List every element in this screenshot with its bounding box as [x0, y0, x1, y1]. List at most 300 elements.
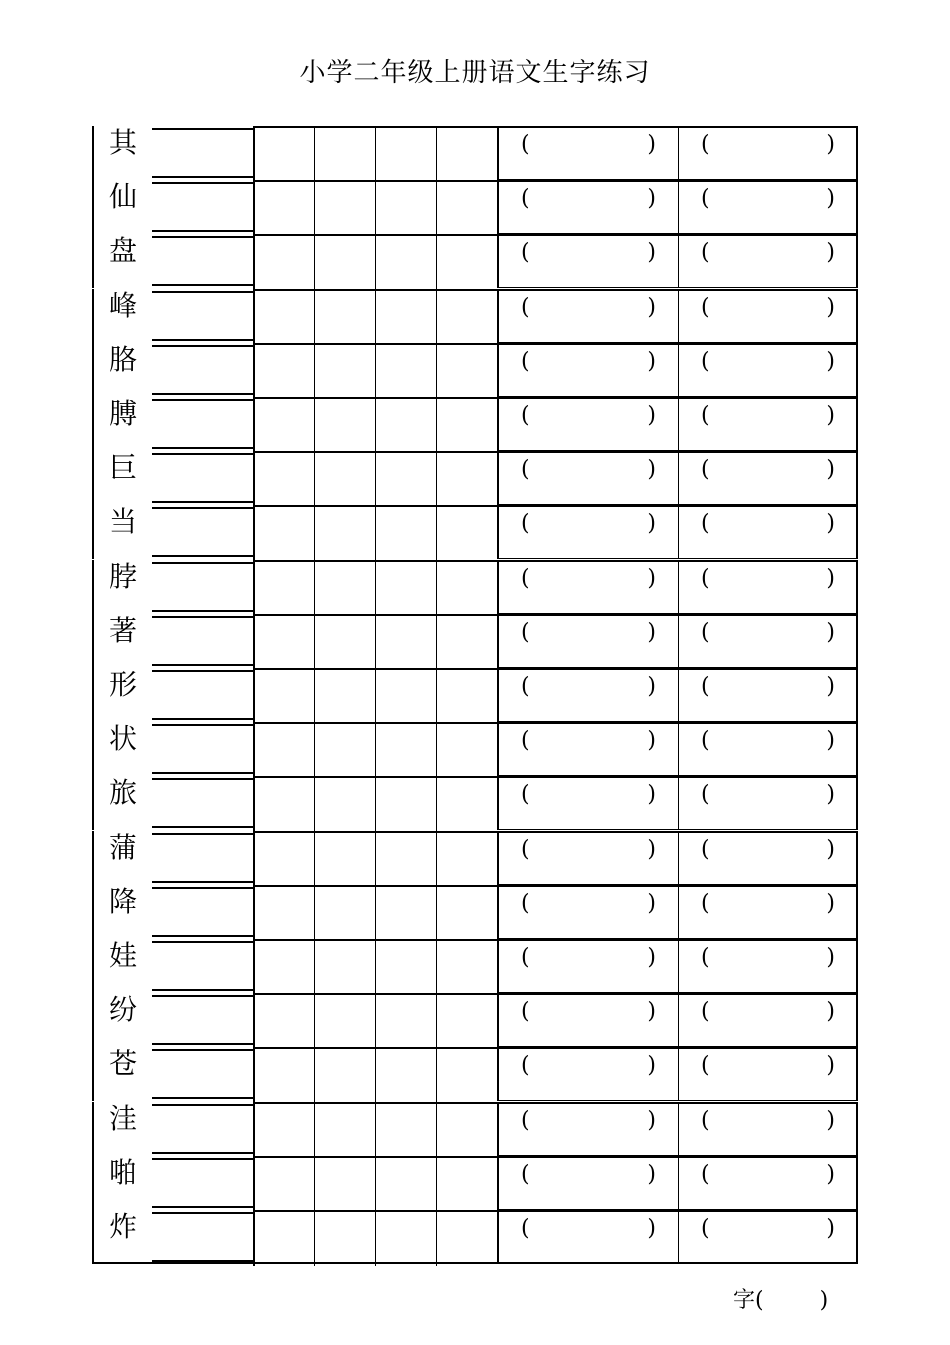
table-row	[92, 614, 858, 668]
writing-grid-cell[interactable]	[314, 399, 375, 453]
writing-grid-cell[interactable]	[314, 128, 375, 182]
word-blank[interactable]	[678, 128, 857, 180]
writing-grid-cell[interactable]	[375, 236, 436, 290]
writing-grid-cell[interactable]	[314, 345, 375, 399]
word-blank[interactable]	[499, 236, 678, 288]
left-paren: (	[701, 294, 710, 320]
writing-grid-cell[interactable]	[253, 1049, 314, 1103]
left-paren: (	[521, 1053, 530, 1079]
word-area	[497, 289, 858, 343]
pinyin-writing-box[interactable]	[152, 507, 253, 557]
writing-grid-cell[interactable]	[436, 1158, 497, 1212]
left-paren: (	[521, 457, 530, 483]
word-blank[interactable]	[499, 453, 678, 505]
character-cell: 旅	[92, 776, 152, 830]
right-paren: )	[826, 999, 835, 1025]
word-area	[497, 1047, 858, 1101]
left-paren: (	[521, 186, 530, 212]
writing-grid	[253, 668, 497, 722]
pinyin-writing-box[interactable]	[152, 995, 253, 1045]
writing-grid	[253, 722, 497, 776]
writing-grid	[253, 614, 497, 668]
pinyin-writing-box[interactable]	[152, 291, 253, 341]
word-area	[497, 1210, 858, 1264]
writing-grid-cell[interactable]	[253, 128, 314, 182]
left-paren: (	[521, 836, 530, 862]
word-blank[interactable]	[499, 941, 678, 993]
left-paren: (	[521, 1107, 530, 1133]
table-row	[92, 126, 858, 180]
left-paren: (	[701, 565, 710, 591]
table-row	[92, 722, 858, 776]
left-paren: (	[521, 294, 530, 320]
table-row	[92, 1156, 858, 1210]
pinyin-writing-box[interactable]	[152, 453, 253, 503]
writing-grid-cell[interactable]	[253, 1158, 314, 1212]
pinyin-writing-box[interactable]	[152, 399, 253, 449]
writing-grid-cell[interactable]	[314, 236, 375, 290]
word-blank[interactable]	[499, 507, 678, 559]
writing-grid-cell[interactable]	[253, 941, 314, 995]
character-cell: 苍	[92, 1047, 152, 1101]
table-row	[92, 831, 858, 885]
footer-label: 字	[733, 1288, 756, 1313]
character-cell: 降	[92, 885, 152, 939]
writing-grid-cell[interactable]	[436, 562, 497, 616]
writing-grid-cell[interactable]	[436, 182, 497, 236]
pinyin-writing-box[interactable]	[152, 236, 253, 286]
word-blank[interactable]	[678, 1049, 857, 1101]
character-cell: 娃	[92, 939, 152, 993]
left-paren: (	[701, 890, 710, 916]
character-cell: 炸	[92, 1210, 152, 1264]
writing-grid-cell[interactable]	[436, 887, 497, 941]
character-cell: 仙	[92, 180, 152, 234]
writing-grid-cell[interactable]	[314, 507, 375, 561]
writing-grid-cell[interactable]	[375, 1158, 436, 1212]
word-blank[interactable]	[678, 562, 857, 614]
writing-grid-cell[interactable]	[314, 941, 375, 995]
writing-grid-cell[interactable]	[314, 1049, 375, 1103]
writing-grid	[253, 1156, 497, 1210]
word-area	[497, 776, 858, 830]
writing-grid-cell[interactable]	[375, 724, 436, 778]
pinyin-writing-box[interactable]	[152, 833, 253, 883]
right-paren: )	[826, 1161, 835, 1187]
left-paren: (	[701, 403, 710, 428]
word-area	[497, 668, 858, 722]
writing-grid-cell[interactable]	[375, 345, 436, 399]
writing-grid	[253, 397, 497, 451]
right-paren: )	[647, 565, 656, 591]
word-blank[interactable]	[678, 182, 857, 234]
pinyin-writing-box[interactable]	[152, 616, 253, 666]
writing-grid-cell[interactable]	[314, 833, 375, 887]
writing-grid-cell[interactable]	[375, 1104, 436, 1158]
word-blank[interactable]	[678, 507, 857, 559]
word-area	[497, 993, 858, 1047]
writing-grid-cell[interactable]	[253, 399, 314, 453]
word-blank[interactable]	[678, 941, 857, 993]
left-paren: (	[701, 1107, 710, 1133]
writing-grid-cell[interactable]	[253, 887, 314, 941]
right-paren: )	[826, 836, 835, 862]
character-cell: 膊	[92, 397, 152, 451]
word-blank[interactable]	[499, 1158, 678, 1210]
right-paren: )	[826, 348, 835, 374]
writing-grid-cell[interactable]	[253, 670, 314, 724]
right-paren: )	[826, 728, 835, 754]
right-paren: )	[647, 782, 656, 808]
word-blank[interactable]	[499, 833, 678, 885]
footer-right-paren: )	[819, 1288, 829, 1313]
table-row	[92, 668, 858, 722]
word-blank[interactable]	[678, 291, 857, 343]
left-paren: (	[521, 132, 530, 157]
writing-grid-cell[interactable]	[375, 778, 436, 832]
character-cell: 洼	[92, 1102, 152, 1156]
word-blank[interactable]	[499, 724, 678, 776]
right-paren: )	[647, 619, 656, 645]
word-blank[interactable]	[499, 1104, 678, 1156]
writing-grid	[253, 776, 497, 830]
word-area	[497, 343, 858, 397]
writing-grid-cell[interactable]	[253, 291, 314, 345]
right-paren: )	[826, 782, 835, 808]
character-cell: 当	[92, 505, 152, 559]
table-row	[92, 343, 858, 397]
writing-grid-cell[interactable]	[314, 724, 375, 778]
right-paren: )	[647, 511, 656, 537]
left-paren: (	[701, 836, 710, 862]
writing-grid	[253, 126, 497, 180]
word-blank[interactable]	[678, 1212, 857, 1264]
right-paren: )	[826, 186, 835, 212]
left-paren: (	[521, 240, 530, 266]
word-blank[interactable]	[499, 291, 678, 343]
word-blank[interactable]	[499, 562, 678, 614]
word-blank[interactable]	[678, 236, 857, 288]
right-paren: )	[647, 1107, 656, 1133]
word-blank[interactable]	[499, 995, 678, 1047]
right-paren: )	[826, 294, 835, 320]
word-blank[interactable]	[499, 778, 678, 830]
right-paren: )	[826, 240, 835, 266]
writing-grid-cell[interactable]	[375, 399, 436, 453]
right-paren: )	[647, 186, 656, 212]
right-paren: )	[826, 1107, 835, 1133]
writing-grid-cell[interactable]	[436, 995, 497, 1049]
right-paren: )	[826, 403, 835, 428]
left-paren: (	[701, 132, 710, 157]
right-paren: )	[647, 457, 656, 483]
writing-grid-cell[interactable]	[314, 670, 375, 724]
writing-grid-cell[interactable]	[253, 345, 314, 399]
writing-grid	[253, 451, 497, 505]
writing-grid-cell[interactable]	[253, 182, 314, 236]
writing-grid-cell[interactable]	[436, 291, 497, 345]
character-cell: 脖	[92, 560, 152, 614]
word-blank[interactable]	[678, 616, 857, 668]
writing-grid-cell[interactable]	[253, 724, 314, 778]
table-row	[92, 1210, 858, 1264]
writing-grid-cell[interactable]	[436, 453, 497, 507]
right-paren: )	[826, 1053, 835, 1079]
right-paren: )	[647, 945, 656, 970]
writing-grid-cell[interactable]	[375, 453, 436, 507]
left-paren: (	[701, 728, 710, 754]
writing-grid-cell[interactable]	[375, 291, 436, 345]
writing-grid-cell[interactable]	[436, 1212, 497, 1266]
pinyin-writing-box[interactable]	[152, 941, 253, 991]
word-blank[interactable]	[678, 345, 857, 397]
right-paren: )	[647, 294, 656, 320]
left-paren: (	[521, 782, 530, 808]
left-paren: (	[521, 565, 530, 591]
character-cell: 状	[92, 722, 152, 776]
table-row	[92, 451, 858, 505]
writing-grid-cell[interactable]	[314, 1104, 375, 1158]
writing-grid-cell[interactable]	[314, 1158, 375, 1212]
left-paren: (	[521, 674, 530, 699]
writing-grid-cell[interactable]	[375, 1212, 436, 1266]
writing-grid-cell[interactable]	[375, 941, 436, 995]
word-blank[interactable]	[678, 1158, 857, 1210]
character-cell: 峰	[92, 289, 152, 343]
table-row	[92, 234, 858, 288]
writing-grid-cell[interactable]	[253, 562, 314, 616]
writing-grid-cell[interactable]	[436, 1049, 497, 1103]
table-row	[92, 776, 858, 830]
left-paren: (	[701, 1216, 710, 1241]
pinyin-writing-box[interactable]	[152, 724, 253, 774]
pinyin-writing-box[interactable]	[152, 1212, 253, 1262]
left-paren: (	[701, 348, 710, 374]
writing-grid-cell[interactable]	[375, 507, 436, 561]
right-paren: )	[647, 728, 656, 754]
pinyin-writing-box[interactable]	[152, 778, 253, 828]
right-paren: )	[647, 836, 656, 862]
writing-grid-cell[interactable]	[375, 616, 436, 670]
writing-grid-cell[interactable]	[436, 778, 497, 832]
table-row	[92, 993, 858, 1047]
left-paren: (	[521, 999, 530, 1025]
left-paren: (	[701, 1053, 710, 1079]
left-paren: (	[521, 403, 530, 428]
pinyin-writing-box[interactable]	[152, 887, 253, 937]
word-blank[interactable]	[678, 453, 857, 505]
left-paren: (	[521, 348, 530, 374]
writing-grid-cell[interactable]	[253, 833, 314, 887]
footer-left-paren: (	[755, 1288, 764, 1313]
left-paren: (	[701, 782, 710, 808]
right-paren: )	[647, 132, 656, 157]
page-title: 小学二年级上册语文生字练习	[299, 58, 651, 88]
left-paren: (	[521, 728, 530, 754]
left-paren: (	[701, 457, 710, 483]
right-paren: )	[826, 1216, 835, 1241]
word-blank[interactable]	[678, 724, 857, 776]
left-paren: (	[701, 674, 710, 699]
writing-grid	[253, 560, 497, 614]
writing-grid-cell[interactable]	[314, 1212, 375, 1266]
table-row	[92, 1047, 858, 1101]
writing-grid	[253, 885, 497, 939]
pinyin-writing-box[interactable]	[152, 345, 253, 395]
writing-grid-cell[interactable]	[436, 724, 497, 778]
word-blank[interactable]	[678, 995, 857, 1047]
pinyin-writing-box[interactable]	[152, 1158, 253, 1208]
writing-grid	[253, 505, 497, 559]
pinyin-writing-box[interactable]	[152, 182, 253, 232]
writing-grid-cell[interactable]	[253, 1104, 314, 1158]
word-area	[497, 560, 858, 614]
writing-grid-cell[interactable]	[436, 399, 497, 453]
right-paren: )	[826, 674, 835, 699]
right-paren: )	[647, 674, 656, 699]
right-paren: )	[826, 945, 835, 970]
word-blank[interactable]	[678, 670, 857, 722]
writing-grid-cell[interactable]	[375, 887, 436, 941]
writing-grid	[253, 343, 497, 397]
writing-grid-cell[interactable]	[436, 670, 497, 724]
word-blank[interactable]	[499, 1212, 678, 1264]
table-row	[92, 397, 858, 451]
writing-grid-cell[interactable]	[314, 887, 375, 941]
left-paren: (	[521, 1161, 530, 1187]
character-cell: 著	[92, 614, 152, 668]
writing-grid-cell[interactable]	[375, 128, 436, 182]
word-blank[interactable]	[499, 1049, 678, 1101]
writing-grid-cell[interactable]	[314, 616, 375, 670]
pinyin-writing-box[interactable]	[152, 670, 253, 720]
word-blank[interactable]	[678, 887, 857, 939]
writing-grid	[253, 993, 497, 1047]
writing-grid-cell[interactable]	[436, 507, 497, 561]
right-paren: )	[647, 999, 656, 1025]
right-paren: )	[826, 565, 835, 591]
word-area	[497, 397, 858, 451]
word-blank[interactable]	[499, 887, 678, 939]
writing-grid-cell[interactable]	[253, 236, 314, 290]
left-paren: (	[701, 1161, 710, 1187]
practice-table	[92, 126, 858, 1264]
left-paren: (	[521, 511, 530, 537]
pinyin-writing-box[interactable]	[152, 562, 253, 612]
character-cell: 其	[92, 126, 152, 180]
character-cell: 巨	[92, 451, 152, 505]
writing-grid-cell[interactable]	[253, 453, 314, 507]
writing-grid-cell[interactable]	[253, 778, 314, 832]
writing-grid-cell[interactable]	[314, 995, 375, 1049]
writing-grid-cell[interactable]	[436, 128, 497, 182]
writing-grid-cell[interactable]	[314, 778, 375, 832]
right-paren: )	[647, 1053, 656, 1079]
word-blank[interactable]	[678, 1104, 857, 1156]
writing-grid-cell[interactable]	[436, 345, 497, 399]
writing-grid-cell[interactable]	[375, 1049, 436, 1103]
writing-grid-cell[interactable]	[375, 182, 436, 236]
word-blank[interactable]	[499, 616, 678, 668]
writing-grid-cell[interactable]	[436, 833, 497, 887]
character-cell: 纷	[92, 993, 152, 1047]
writing-grid-cell[interactable]	[436, 941, 497, 995]
writing-grid-cell[interactable]	[253, 616, 314, 670]
writing-grid-cell[interactable]	[253, 1212, 314, 1266]
writing-grid	[253, 180, 497, 234]
word-blank[interactable]	[678, 833, 857, 885]
word-blank[interactable]	[499, 182, 678, 234]
right-paren: )	[647, 1216, 656, 1241]
word-blank[interactable]	[499, 399, 678, 451]
word-blank[interactable]	[499, 128, 678, 180]
pinyin-writing-box[interactable]	[152, 1049, 253, 1099]
writing-grid-cell[interactable]	[314, 453, 375, 507]
word-blank[interactable]	[678, 399, 857, 451]
table-row	[92, 505, 858, 559]
word-area	[497, 1102, 858, 1156]
right-paren: )	[826, 511, 835, 537]
left-paren: (	[521, 890, 530, 916]
word-area	[497, 451, 858, 505]
writing-grid-cell[interactable]	[253, 995, 314, 1049]
writing-grid-cell[interactable]	[253, 507, 314, 561]
writing-grid-cell[interactable]	[375, 670, 436, 724]
writing-grid	[253, 831, 497, 885]
right-paren: )	[647, 890, 656, 916]
pinyin-writing-box[interactable]	[152, 1104, 253, 1154]
right-paren: )	[647, 1161, 656, 1187]
writing-grid-cell[interactable]	[314, 562, 375, 616]
pinyin-writing-box[interactable]	[152, 128, 253, 178]
word-blank[interactable]	[499, 670, 678, 722]
writing-grid-cell[interactable]	[375, 995, 436, 1049]
writing-grid	[253, 1102, 497, 1156]
writing-grid	[253, 1047, 497, 1101]
right-paren: )	[826, 890, 835, 916]
table-row	[92, 885, 858, 939]
table-row	[92, 1102, 858, 1156]
right-paren: )	[826, 619, 835, 645]
table-row	[92, 560, 858, 614]
writing-grid-cell[interactable]	[375, 833, 436, 887]
writing-grid-cell[interactable]	[436, 1104, 497, 1158]
word-blank[interactable]	[678, 778, 857, 830]
word-blank[interactable]	[499, 345, 678, 397]
writing-grid	[253, 939, 497, 993]
right-paren: )	[826, 457, 835, 483]
character-cell: 啪	[92, 1156, 152, 1210]
writing-grid-cell[interactable]	[436, 616, 497, 670]
character-cell: 盘	[92, 234, 152, 288]
writing-grid-cell[interactable]	[436, 236, 497, 290]
writing-grid-cell[interactable]	[375, 562, 436, 616]
word-area	[497, 234, 858, 288]
left-paren: (	[701, 240, 710, 266]
writing-grid-cell[interactable]	[314, 182, 375, 236]
right-paren: )	[826, 132, 835, 157]
word-area	[497, 614, 858, 668]
left-paren: (	[521, 619, 530, 645]
word-area	[497, 939, 858, 993]
word-area	[497, 722, 858, 776]
word-area	[497, 885, 858, 939]
writing-grid	[253, 289, 497, 343]
right-paren: )	[647, 348, 656, 374]
writing-grid-cell[interactable]	[314, 291, 375, 345]
left-paren: (	[701, 945, 710, 970]
left-paren: (	[701, 186, 710, 212]
